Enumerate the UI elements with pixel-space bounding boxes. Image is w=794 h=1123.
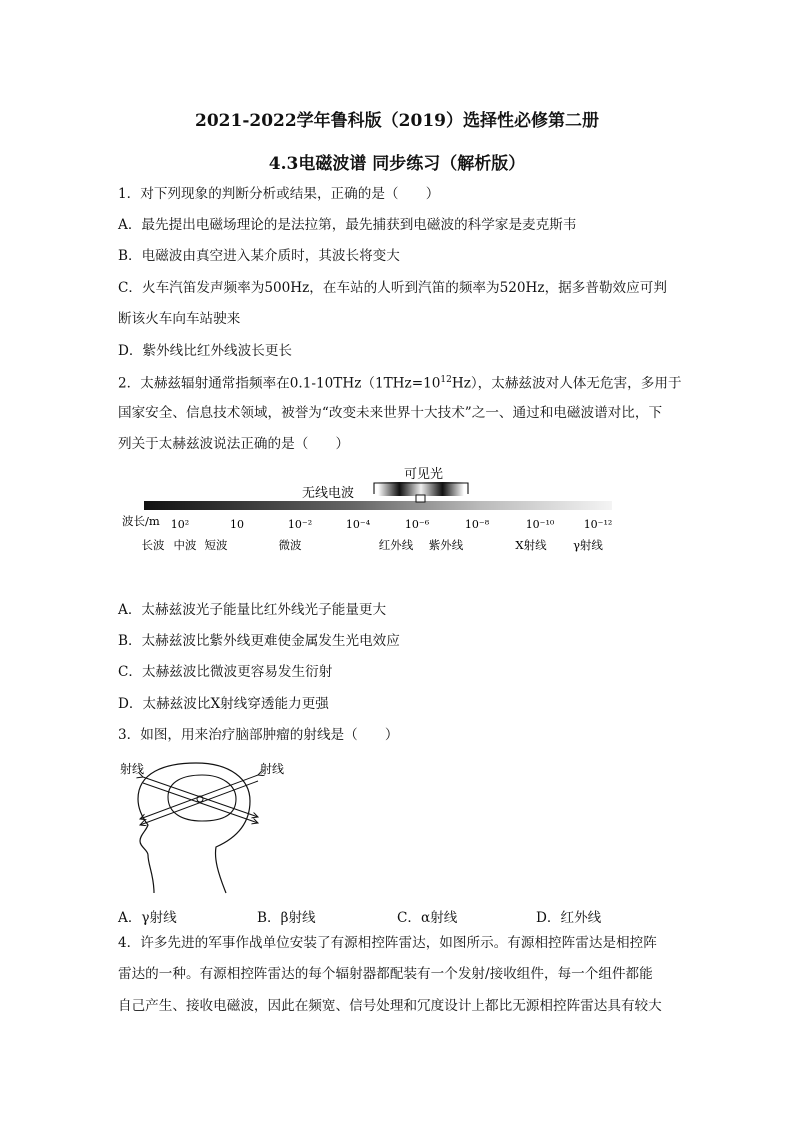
radio-wave-label: 无线电波 bbox=[302, 486, 355, 501]
band-label: 微波 bbox=[278, 538, 302, 552]
page-subtitle: 4.3电磁波谱 同步练习（解析版） bbox=[268, 154, 526, 174]
q2-stem-line3: 列关于太赫兹波说法正确的是（ ） bbox=[118, 436, 350, 452]
ray-label-right: 射线 bbox=[260, 762, 285, 776]
q3-stem: 3．如图，用来治疗脑部肿瘤的射线是（ ） bbox=[118, 727, 399, 743]
head-outline bbox=[138, 763, 250, 893]
head-rays-figure bbox=[118, 755, 298, 900]
q1-option-c-line1: C．火车汽笛发声频率为500Hz，在车站的人听到汽笛的频率为520Hz，据多普勒效应可判 bbox=[118, 280, 667, 296]
q1-option-b: B．电磁波由真空进入某介质时，其波长将变大 bbox=[118, 248, 400, 264]
band-label: 红外线 bbox=[378, 538, 414, 552]
page-title: 2021-2022学年鲁科版（2019）选择性必修第二册 bbox=[195, 111, 599, 131]
wavelength-axis-label: 波长/m bbox=[122, 514, 160, 528]
spectrum-band bbox=[144, 501, 612, 510]
q4-line2: 雷达的一种。有源相控阵雷达的每个辐射器都配装有一个发射/接收组件，每一个组件都能 bbox=[118, 966, 653, 982]
band-label: 紫外线 bbox=[428, 538, 464, 552]
q2-option-c: C．太赫兹波比微波更容易发生衍射 bbox=[118, 664, 333, 680]
band-label: 长波 bbox=[141, 538, 165, 552]
band-label: 中波 bbox=[173, 538, 197, 552]
visible-light-label: 可见光 bbox=[404, 467, 444, 482]
q3-option-a: A．γ射线 bbox=[118, 910, 177, 926]
q2-stem-line2: 国家安全、信息技术领域，被誉为“改变未来世界十大技术”之一、通过和电磁波谱对比，下 bbox=[118, 405, 663, 421]
q3-option-c: C．α射线 bbox=[397, 910, 458, 926]
tick-label: 10⁻¹² bbox=[583, 518, 613, 531]
q2-option-a: A．太赫兹波光子能量比红外线光子能量更大 bbox=[118, 602, 387, 618]
q4-line3: 自己产生、接收电磁波，因此在频宽、信号处理和冗度设计上都比无源相控阵雷达具有较大 bbox=[118, 998, 662, 1014]
visible-light-band bbox=[378, 482, 464, 496]
q2-option-d: D．太赫兹波比X射线穿透能力更强 bbox=[118, 696, 329, 712]
q1-option-c-line2: 断该火车向车站驶来 bbox=[118, 311, 241, 327]
tick-label: 10⁻² bbox=[287, 518, 313, 531]
tick-label: 10⁻⁶ bbox=[404, 518, 430, 531]
q4-line1: 4．许多先进的军事作战单位安装了有源相控阵雷达，如图所示。有源相控阵雷达是相控阵 bbox=[118, 935, 657, 951]
q2-option-b: B．太赫兹波比紫外线更难使金属发生光电效应 bbox=[118, 633, 400, 649]
band-label: γ射线 bbox=[573, 538, 603, 552]
q1-option-a: A．最先提出电磁场理论的是法拉第，最先捕获到电磁波的科学家是麦克斯韦 bbox=[118, 217, 577, 233]
band-label: 短波 bbox=[204, 538, 228, 552]
tick-label: 10⁻⁸ bbox=[464, 518, 490, 531]
q2-stem-line1-sup: 12 bbox=[440, 375, 452, 385]
tick-label: 10⁻¹⁰ bbox=[525, 518, 555, 531]
ray-label-left: 射线 bbox=[120, 762, 145, 776]
q3-option-b: B．β射线 bbox=[257, 910, 316, 926]
q2-stem-line1-pre: 2．太赫兹辐射通常指频率在0.1-10THz（1THz=10 bbox=[118, 375, 441, 392]
q3-option-d: D．红外线 bbox=[536, 910, 602, 926]
tick-label: 10 bbox=[230, 518, 244, 531]
band-label: X射线 bbox=[515, 538, 547, 552]
tick-label: 10² bbox=[170, 518, 190, 531]
em-spectrum-figure bbox=[122, 462, 630, 562]
q2-stem-line1-post: Hz），太赫兹波对人体无危害，多用于 bbox=[451, 375, 682, 392]
q1-stem: 1．对下列现象的判断分析或结果，正确的是（ ） bbox=[118, 186, 440, 202]
q2-stem-line1 bbox=[118, 376, 682, 391]
visible-marker bbox=[416, 495, 425, 502]
q1-option-d: D．紫外线比红外线波长更长 bbox=[118, 343, 293, 359]
tick-label: 10⁻⁴ bbox=[345, 518, 371, 531]
